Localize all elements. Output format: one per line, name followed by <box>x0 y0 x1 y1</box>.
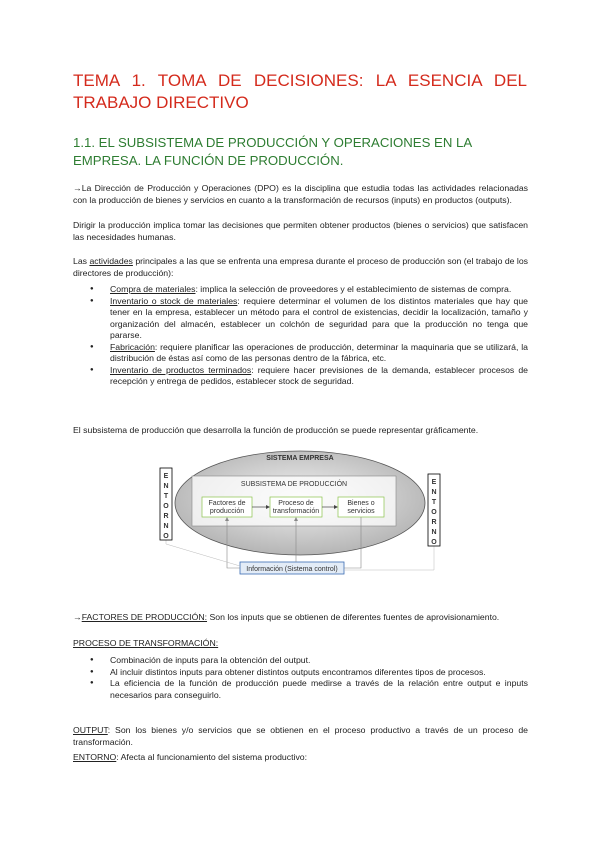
entorno-letter: R <box>431 519 437 526</box>
entorno-letter: O <box>163 533 169 540</box>
entorno-letter: T <box>163 493 169 500</box>
factors-label-1: Factores de <box>208 500 246 507</box>
activity-term: Compra de materiales <box>110 284 196 294</box>
system-label: SISTEMA EMPRESA <box>266 455 334 462</box>
factors-term: FACTORES DE PRODUCCIÓN: <box>81 612 208 622</box>
output-term: OUTPUT <box>73 725 108 735</box>
paragraph-diagram-intro: El subsistema de producción que desarrolla la función de producción se puede representar gráficamente. <box>73 425 479 435</box>
activity-text: : requiere hacer previsiones de la demanda, establecer procesos de recepción y entrega de pedidos, establecer stock de seguridad. <box>110 364 528 386</box>
production-subsystem-diagram <box>150 448 450 583</box>
output-text: : Son los bienes y/o servicios que se obtienen en el proceso productivo a través de un proceso de transformación. <box>73 725 528 747</box>
list-item: ● Combinación de inputs para la obtención del output. <box>90 655 528 667</box>
paragraph-environment <box>73 752 528 764</box>
paragraph-production-factors <box>73 612 528 624</box>
process-label-1: Proceso de <box>278 500 314 507</box>
entorno-letters-right <box>431 479 437 546</box>
process-label-2: transformación <box>272 508 320 515</box>
factors-arrow: → <box>73 612 82 622</box>
factors-text: Son los inputs que se obtienen de diferentes fuentes de aprovisionamiento. <box>207 612 500 622</box>
activities-intro-post: principales a las que se enfrenta una empresa durante el proceso de producción son (el trabajo de los directores de producción): <box>73 256 529 278</box>
activities-term: actividades <box>89 256 133 266</box>
entorno-letters-left <box>163 473 169 540</box>
activity-term: Inventario o stock de materiales <box>110 295 238 306</box>
list-item <box>90 296 528 342</box>
entorno-letter: N <box>163 523 169 530</box>
activities-list <box>90 284 528 388</box>
subsystem-label: SUBSISTEMA DE PRODUCCIÓN <box>240 481 348 488</box>
factors-label-2: producción <box>209 508 245 515</box>
list-item <box>90 365 528 388</box>
environment-text: : Afecta al funcionamiento del sistema productivo: <box>116 752 308 762</box>
entorno-letter: T <box>431 499 437 506</box>
entorno-letter: N <box>163 483 169 490</box>
section-heading: 1.1. EL SUBSISTEMA DE PRODUCCIÓN Y OPERACIONES EN LA EMPRESA. LA FUNCIÓN DE PRODUCCIÓN. <box>73 135 472 168</box>
page-title: TEMA 1. TOMA DE DECISIONES: LA ESENCIA DEL TRABAJO DIRECTIVO <box>73 71 527 112</box>
entorno-letter: N <box>431 529 437 536</box>
paragraph-direct-production: Dirigir la producción implica tomar las decisiones que permiten obtener productos (bienes o servicios) que satisfacen las necesidades humanas. <box>73 220 528 242</box>
entorno-letter: O <box>163 503 169 510</box>
paragraph-dpo-definition: →La Dirección de Producción y Operaciones (DPO) es la disciplina que estudia todas las actividades relacionadas con la producción de bienes y servicios en cuanto a la transformación de recursos (inputs) en productos (outputs). <box>73 183 528 205</box>
entorno-letter: E <box>431 479 437 486</box>
activity-term: Inventario de productos terminados <box>110 364 252 375</box>
list-item <box>90 284 528 296</box>
goods-label-2: servicios <box>347 508 375 515</box>
entorno-letter: N <box>431 489 437 496</box>
activity-text: : requiere planificar las operaciones de producción, determinar la maquinaria que se utilizará, la distribución de éstas así como de las personas dentro de la fábrica, etc. <box>110 341 528 363</box>
entorno-letter: O <box>431 509 437 516</box>
list-item <box>90 342 528 365</box>
list-item: ● Al incluir distintos inputs para obtener distintos outputs encontramos diferentes tipos de procesos. <box>90 667 528 679</box>
paragraph-output <box>73 725 528 748</box>
list-item: ● La eficiencia de la función de producción puede medirse a través de la relación entre output e inputs necesarios para conseguirlo. <box>90 678 528 701</box>
activity-term: Fabricación <box>110 341 155 352</box>
entorno-letter: O <box>431 539 437 546</box>
entorno-letter: R <box>163 513 169 520</box>
activity-text: : implica la selección de proveedores y el establecimiento de sistemas de compra. <box>195 284 512 294</box>
heading-transformation-process: PROCESO DE TRANSFORMACIÓN: <box>73 638 219 648</box>
activity-text: : requiere determinar el volumen de los distintos materiales que hay que tener en la empresa, establecer un método para el control de existencias, decidir la localización, tamaño y organización del almacén, establecer un colchón de seguridad para que la producción no tenga que pararse. <box>110 295 529 340</box>
paragraph-activities-intro <box>73 256 528 279</box>
feedback-label: Información (Sistema control) <box>246 566 338 573</box>
environment-term: ENTORNO <box>73 752 117 762</box>
activities-intro-pre: Las <box>73 256 90 266</box>
goods-label-1: Bienes o <box>347 500 375 507</box>
process-list <box>90 655 528 701</box>
entorno-letter: E <box>163 473 169 480</box>
